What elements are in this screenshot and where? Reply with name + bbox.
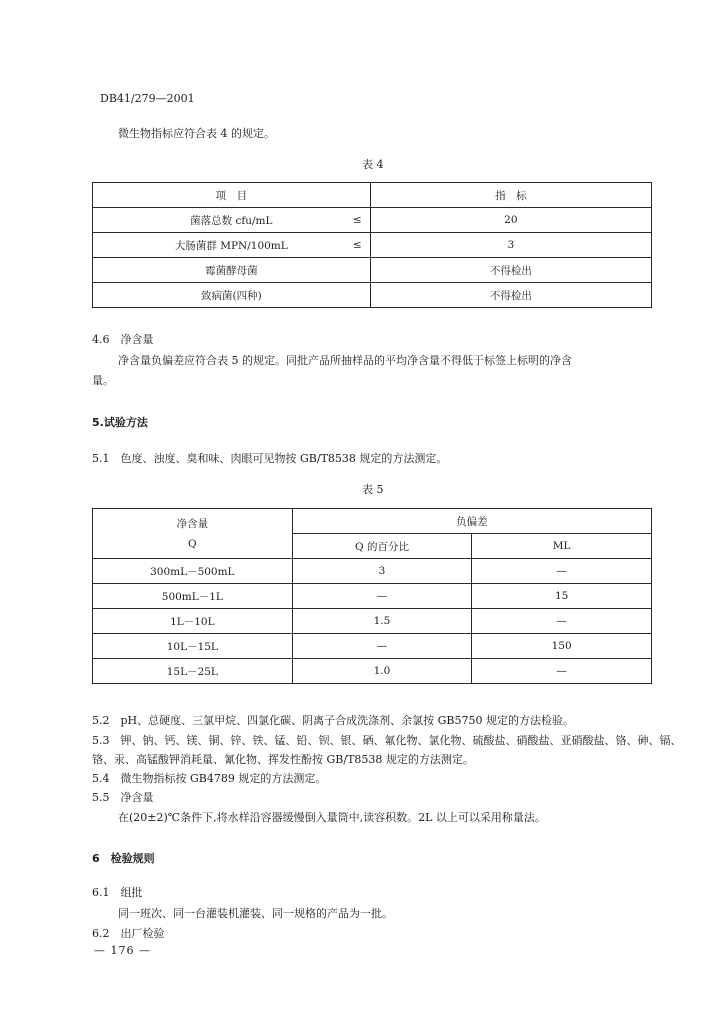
- table5-pct-header: Q 的百分比: [292, 534, 472, 559]
- table4-header-row: [93, 183, 652, 208]
- p55-heading: 5.5 净含量: [92, 791, 154, 804]
- table5-range: 15L－25L: [93, 659, 293, 684]
- sec6-heading: 6 检验规则: [92, 852, 155, 865]
- table4-item: 霉菌酵母菌: [93, 258, 371, 283]
- p61-heading: 6.1 组批: [92, 886, 143, 899]
- sec46-text-line2: 量。: [92, 374, 114, 387]
- table5-net-label: 净含量: [176, 517, 209, 530]
- table4-value: 3: [370, 233, 651, 258]
- sec46-heading: 4.6 净含量: [92, 333, 154, 346]
- table5-dev-header: 负偏差: [292, 509, 651, 534]
- table-row: [93, 634, 652, 659]
- table-row: [93, 584, 652, 609]
- sec46-text-line1: 净含量负偏差应符合表 5 的规定。同批产品所抽样品的平均净含量不得低于标签上标明的净含: [118, 354, 572, 367]
- table5-ml: —: [472, 559, 652, 584]
- p54: 5.4 微生物指标按 GB4789 规定的方法测定。: [92, 772, 327, 785]
- doc-code: DB41/279—2001: [100, 92, 195, 105]
- table-row: [93, 258, 652, 283]
- p53-line2: 铬、汞、高锰酸钾消耗量、氰化物、挥发性酚按 GB/T8538 规定的方法测定。: [92, 753, 474, 766]
- table5-range: 300mL－500mL: [93, 559, 293, 584]
- table-row: [93, 559, 652, 584]
- table4-item: [93, 233, 371, 258]
- table4-item: 致病菌(四种): [93, 283, 371, 308]
- table5-net-header: [93, 509, 293, 559]
- table5: [92, 508, 652, 684]
- page-number: — 176 —: [94, 944, 151, 957]
- table5-pct: 1.5: [292, 609, 472, 634]
- table4-value: 20: [370, 208, 651, 233]
- table4-value: 不得检出: [370, 258, 651, 283]
- table5-pct: 1.0: [292, 659, 472, 684]
- table5-ml: 150: [472, 634, 652, 659]
- p53-line1: 5.3 钾、钠、钙、镁、铜、锌、铁、锰、铅、钡、银、硒、氟化物、氯化物、硫酸盐、硝酸盐、亚硝酸盐、铬、砷、镉、: [92, 734, 682, 747]
- table5-range: 10L－15L: [93, 634, 293, 659]
- table5-ml-header: ML: [472, 534, 652, 559]
- table4-caption: 表 4: [362, 158, 384, 171]
- p55-text: 在(20±2)℃条件下,将水样沿容器缓慢倒入量筒中,读容积数。2L 以上可以采用称量法。: [118, 811, 546, 824]
- table5-pct: —: [292, 634, 472, 659]
- table4-operator: ≤: [352, 239, 362, 251]
- table4-header-item: 项 目: [93, 183, 371, 208]
- table5-ml: 15: [472, 584, 652, 609]
- table5-net-symbol: Q: [188, 537, 197, 550]
- table4-item: [93, 208, 371, 233]
- table5-range: 1L－10L: [93, 609, 293, 634]
- table-row: [93, 208, 652, 233]
- table4-value: 不得检出: [370, 283, 651, 308]
- table4-header-value: 指 标: [370, 183, 651, 208]
- table5-range: 500mL－1L: [93, 584, 293, 609]
- table4-item-label: 菌落总数 cfu/mL: [190, 214, 273, 227]
- p61-text: 同一班次、同一台灌装机灌装、同一规格的产品为一批。: [118, 907, 393, 920]
- table-row: [93, 283, 652, 308]
- table5-pct: —: [292, 584, 472, 609]
- micro-intro: 微生物指标应符合表 4 的规定。: [118, 127, 275, 140]
- table4: [92, 182, 652, 308]
- table5-header-row: [93, 509, 652, 534]
- p51: 5.1 色度、浊度、臭和味、肉眼可见物按 GB/T8538 规定的方法测定。: [92, 452, 448, 465]
- table5-ml: —: [472, 609, 652, 634]
- table5-pct: 3: [292, 559, 472, 584]
- table-row: [93, 609, 652, 634]
- sec5-heading: 5.试验方法: [92, 416, 148, 429]
- table5-ml: —: [472, 659, 652, 684]
- table-row: [93, 233, 652, 258]
- table4-operator: ≤: [352, 214, 362, 226]
- table5-caption: 表 5: [362, 483, 384, 496]
- table4-item-label: 大肠菌群 MPN/100mL: [174, 239, 288, 252]
- p62-heading: 6.2 出厂检验: [92, 927, 165, 940]
- table-row: [93, 659, 652, 684]
- p52: 5.2 pH、总硬度、三氯甲烷、四氯化碳、阴离子合成洗涤剂、余氯按 GB5750 规定的方法检验。: [92, 714, 574, 727]
